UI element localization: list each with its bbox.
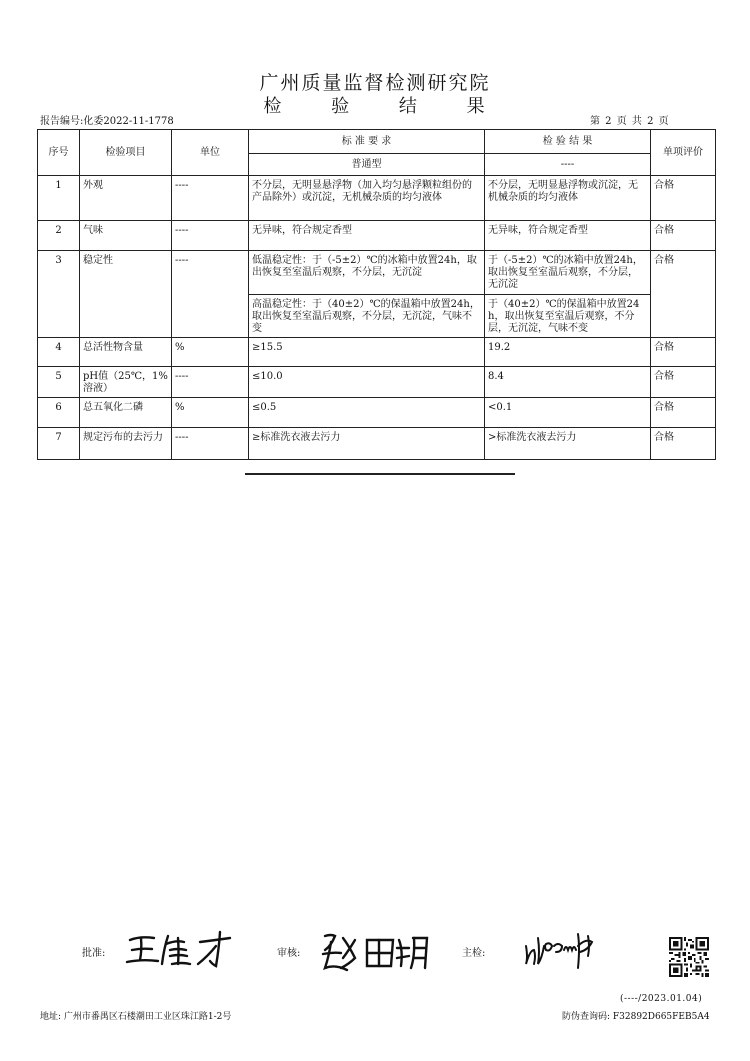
table-row <box>38 176 716 221</box>
row-standard-high-temp: 高温稳定性：于（40±2）℃的保温箱中放置24h，取出恢复至室温后观察，不分层，无沉淀，气味不变 <box>249 295 485 338</box>
row-item: 总活性物含量 <box>80 338 172 367</box>
row-standard: ≤0.5 <box>249 398 485 428</box>
header-standard: 标 准 要 求 <box>249 130 485 154</box>
row-standard: ≥15.5 <box>249 338 485 367</box>
header-seq: 序号 <box>38 130 80 176</box>
end-of-table-divider <box>245 473 515 475</box>
row-item: 总五氧化二磷 <box>80 398 172 428</box>
row-evaluation: 合格 <box>651 367 716 398</box>
header-result: 检 验 结 果 <box>485 130 651 154</box>
inspect-label: 主检: <box>462 948 486 959</box>
row-evaluation: 合格 <box>651 428 716 460</box>
row-unit: % <box>172 338 249 367</box>
header-unit: 单位 <box>172 130 249 176</box>
table-row <box>38 221 716 251</box>
report-number: 报告编号:化委2022-11-1778 <box>40 116 174 127</box>
row-seq: 1 <box>38 176 80 221</box>
row-unit: % <box>172 398 249 428</box>
row-item: 稳定性 <box>80 251 172 338</box>
header-evaluation: 单项评价 <box>651 130 716 176</box>
inspector-signature <box>522 928 602 970</box>
approver-signature <box>124 928 239 970</box>
qr-code-icon <box>669 937 709 977</box>
row-item: 气味 <box>80 221 172 251</box>
page-indicator: 第 2 页 共 2 页 <box>590 116 670 127</box>
table-row <box>38 251 716 295</box>
row-unit: ---- <box>172 221 249 251</box>
review-label: 审核: <box>277 948 301 959</box>
row-unit: ---- <box>172 176 249 221</box>
row-item: 外观 <box>80 176 172 221</box>
row-standard: 无异味，符合规定香型 <box>249 221 485 251</box>
row-item: pH值（25℃，1%溶液） <box>80 367 172 398</box>
address: 地址: 广州市番禺区石楼潮田工业区珠江路1-2号 <box>40 1012 232 1022</box>
row-result: 19.2 <box>485 338 651 367</box>
row-seq: 2 <box>38 221 80 251</box>
row-item: 规定污布的去污力 <box>80 428 172 460</box>
row-seq: 6 <box>38 398 80 428</box>
header-standard-sub: 普通型 <box>249 154 485 176</box>
table-row <box>38 428 716 460</box>
table-row <box>38 338 716 367</box>
row-standard: ≥标准洗衣液去污力 <box>249 428 485 460</box>
institute-title: 广州质量监督检测研究院 <box>259 72 491 94</box>
table-row <box>38 367 716 398</box>
row-unit: ---- <box>172 251 249 338</box>
row-result: 不分层，无明显悬浮物或沉淀，无机械杂质的均匀液体 <box>485 176 651 221</box>
row-result: <0.1 <box>485 398 651 428</box>
header-result-sub: ---- <box>485 154 651 176</box>
row-result-low-temp: 于（-5±2）℃的冰箱中放置24h，取出恢复至室温后观察，不分层，无沉淀 <box>485 251 651 295</box>
row-seq: 7 <box>38 428 80 460</box>
row-seq: 4 <box>38 338 80 367</box>
date-stamp: (----/2023.01.04) <box>620 994 703 1004</box>
row-unit: ---- <box>172 428 249 460</box>
row-result: 无异味，符合规定香型 <box>485 221 651 251</box>
row-evaluation: 合格 <box>651 398 716 428</box>
row-standard: 不分层，无明显悬浮物（加入均匀悬浮颗粒组份的产品除外）或沉淀，无机械杂质的均匀液体 <box>249 176 485 221</box>
row-standard-low-temp: 低温稳定性：于（-5±2）℃的冰箱中放置24h，取出恢复至室温后观察，不分层，无沉淀 <box>249 251 485 295</box>
row-evaluation: 合格 <box>651 251 716 338</box>
verification-code: 防伪查询码: F32892D665FEB5A4 <box>562 1012 710 1022</box>
page-title: 检 验 结 果 <box>263 96 507 117</box>
results-table <box>37 129 716 460</box>
row-evaluation: 合格 <box>651 176 716 221</box>
row-result-high-temp: 于（40±2）℃的保温箱中放置24h，取出恢复至室温后观察，不分层，无沉淀，气味不变 <box>485 295 651 338</box>
row-seq: 3 <box>38 251 80 338</box>
row-result: >标准洗衣液去污力 <box>485 428 651 460</box>
approve-label: 批准: <box>82 948 106 959</box>
row-evaluation: 合格 <box>651 338 716 367</box>
table-row <box>38 398 716 428</box>
row-unit: ---- <box>172 367 249 398</box>
row-seq: 5 <box>38 367 80 398</box>
header-row <box>38 130 716 154</box>
header-item: 检验项目 <box>80 130 172 176</box>
row-result: 8.4 <box>485 367 651 398</box>
row-standard: ≤10.0 <box>249 367 485 398</box>
row-evaluation: 合格 <box>651 221 716 251</box>
reviewer-signature <box>319 928 434 974</box>
